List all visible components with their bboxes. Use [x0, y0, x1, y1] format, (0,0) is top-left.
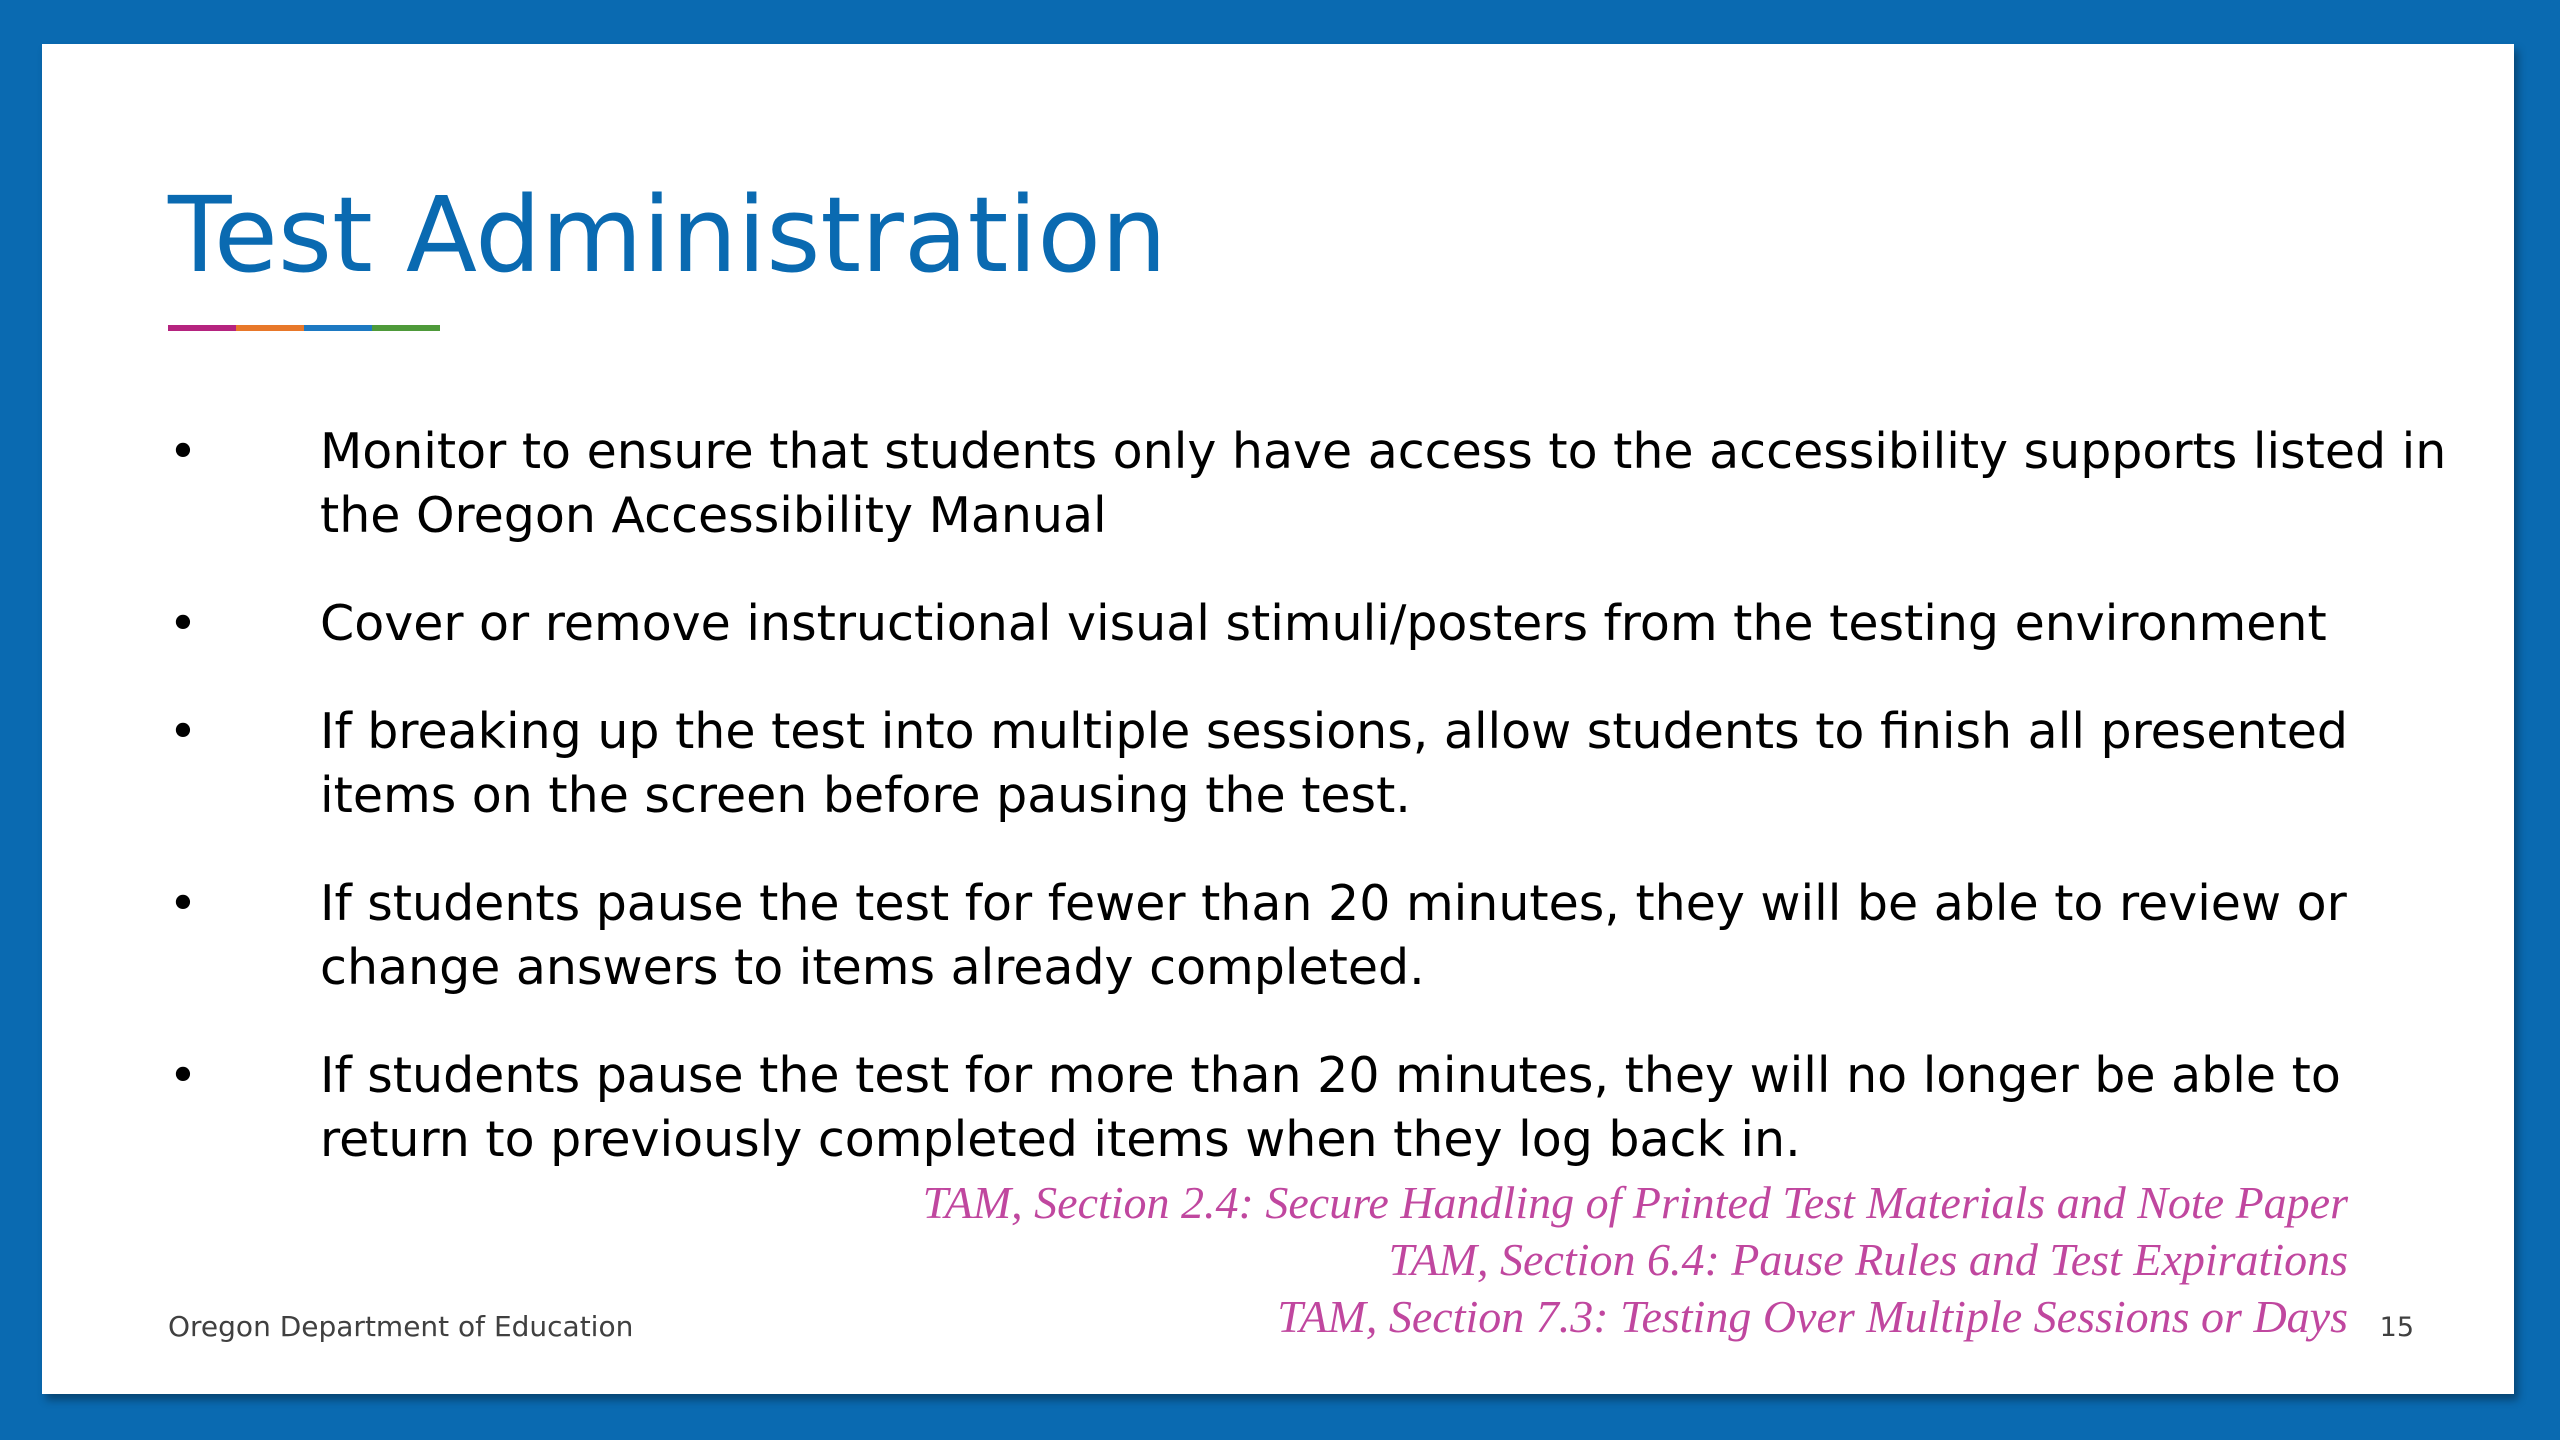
reference-line: TAM, Section 7.3: Testing Over Multiple Sessions or Days: [1277, 1291, 2348, 1342]
accent-segment-blue: [304, 325, 372, 331]
bullet-text: If breaking up the test into multiple sessions, allow students to finish all presented items on the screen before pausing the test.: [320, 703, 2349, 824]
bullet-item: [168, 420, 2468, 548]
accent-segment-magenta: [168, 325, 236, 331]
accent-segment-orange: [236, 325, 304, 331]
bullet-text: Monitor to ensure that students only have access to the accessibility supports listed in the Oregon Accessibility Manual: [320, 423, 2447, 544]
bullet-text: Cover or remove instructional visual stimuli/posters from the testing environment: [320, 595, 2327, 652]
title-accent-bar: [168, 325, 440, 331]
bullet-icon: •: [168, 875, 198, 932]
slide-title: Test Administration: [168, 174, 1167, 296]
slide: [42, 44, 2514, 1394]
reference-citations: [923, 1174, 2348, 1345]
bullet-icon: •: [168, 1047, 198, 1104]
bullet-text: If students pause the test for fewer than 20 minutes, they will be able to review or change answers to items already completed.: [320, 875, 2347, 996]
bullet-icon: •: [168, 595, 198, 652]
bullet-icon: •: [168, 423, 198, 480]
reference-line: TAM, Section 2.4: Secure Handling of Printed Test Materials and Note Paper: [922, 1177, 2348, 1228]
accent-segment-green: [372, 325, 440, 331]
bullet-item: [168, 1044, 2468, 1172]
footer-organization: Oregon Department of Education: [168, 1310, 634, 1343]
page-number: 15: [2379, 1312, 2414, 1343]
bullet-item: [168, 872, 2468, 1000]
bullet-item: [168, 592, 2468, 656]
bullet-item: [168, 700, 2468, 828]
bullet-icon: •: [168, 703, 198, 760]
reference-line: TAM, Section 6.4: Pause Rules and Test Expirations: [1388, 1234, 2348, 1285]
bullet-text: If students pause the test for more than 20 minutes, they will no longer be able to return to previously completed items when they log back in.: [320, 1047, 2341, 1168]
bullet-list: [168, 420, 2468, 1216]
